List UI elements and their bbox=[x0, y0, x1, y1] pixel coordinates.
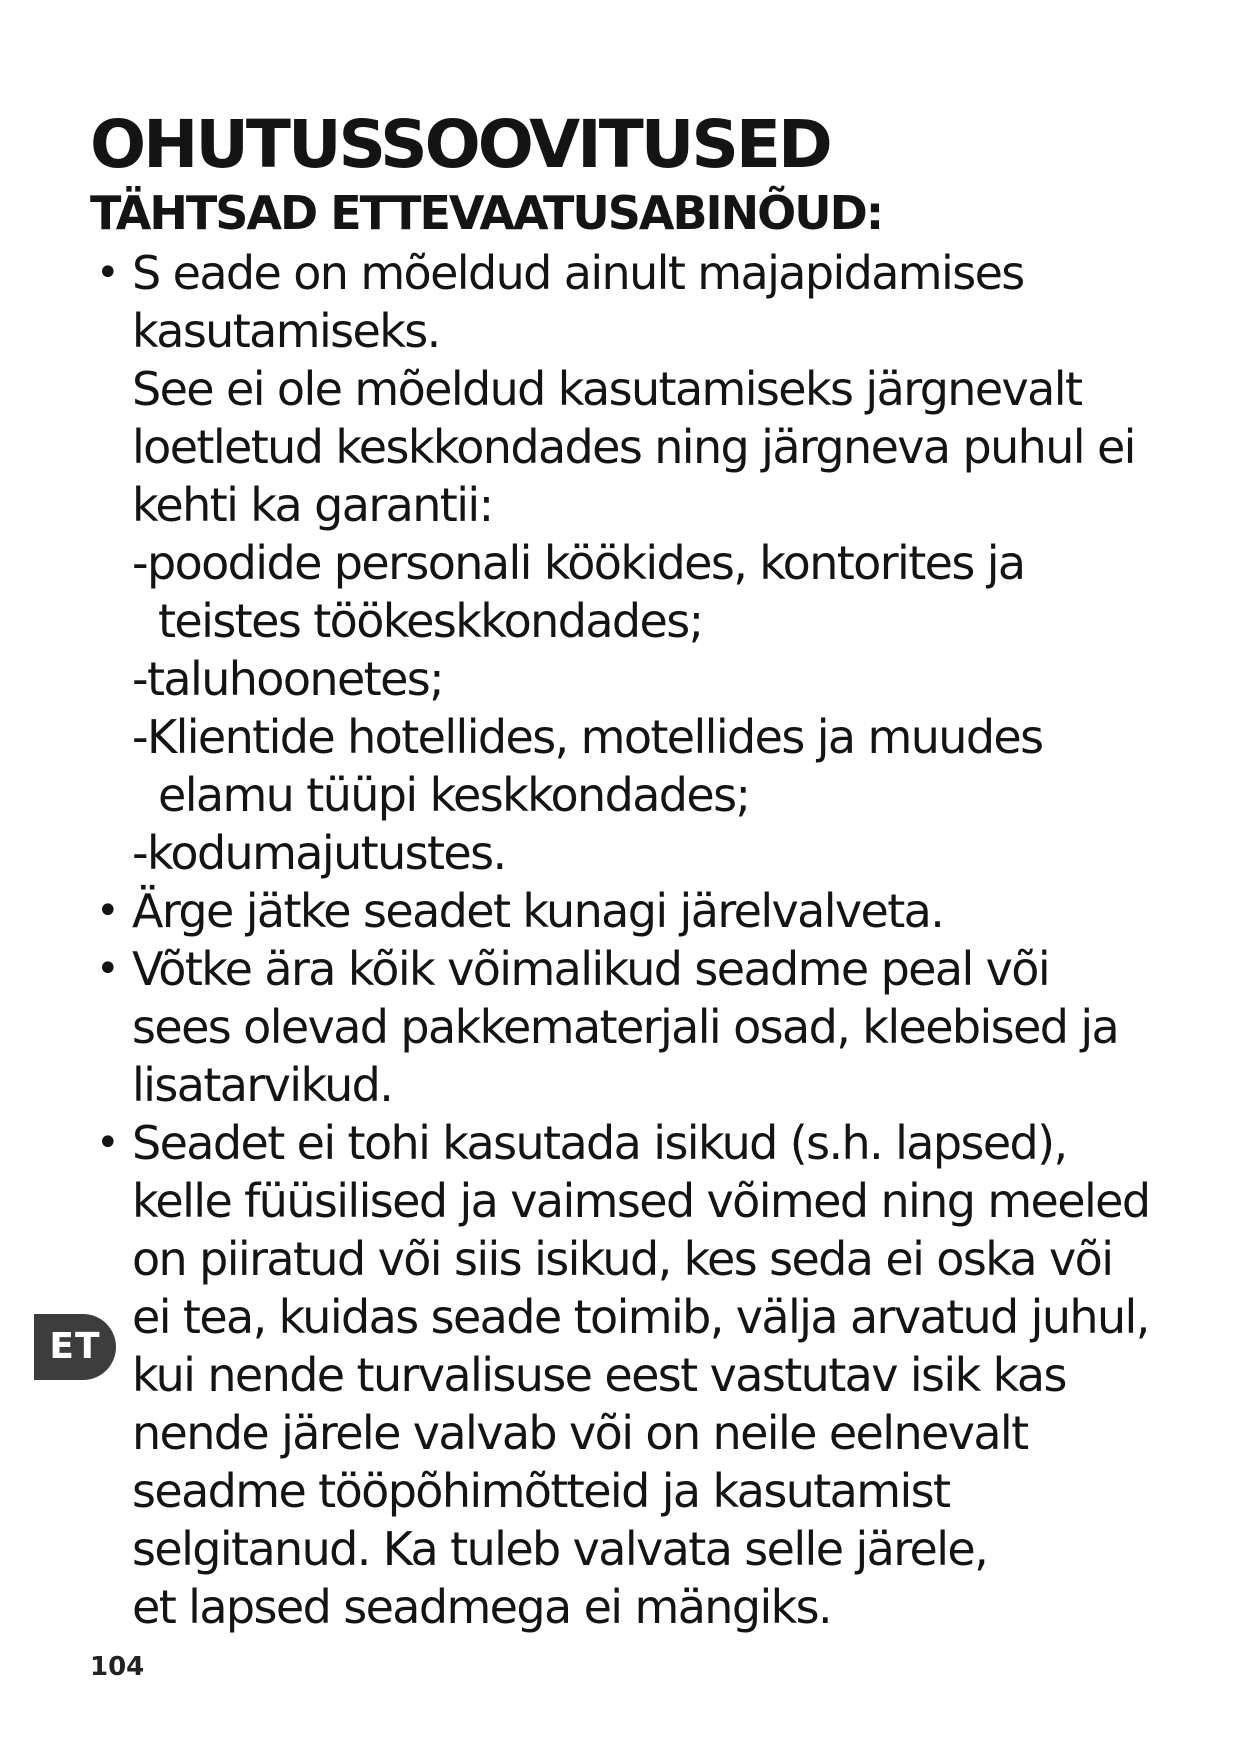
bullet-item bbox=[90, 244, 1190, 302]
list-item: -poodide personali köökides, kontorites ja bbox=[132, 536, 1025, 590]
page-number: 104 bbox=[90, 1652, 145, 1682]
list-item: -taluhoonetes; bbox=[132, 652, 444, 706]
text-line: ei tea, kuidas seade toimib, välja arvatud juhul, bbox=[132, 1290, 1149, 1344]
text-line: elamu tüüpi keskkondades; bbox=[158, 768, 750, 822]
bullet-icon: • bbox=[96, 946, 118, 992]
bullet-item bbox=[90, 940, 1190, 998]
section-subtitle: TÄHTSAD ETTEVAATUSABINÕUD: bbox=[90, 186, 883, 240]
text-line: Seadet ei tohi kasutada isikud (s.h. lapsed), bbox=[132, 1116, 1067, 1170]
bullet-item bbox=[90, 882, 1190, 940]
text-line: sees olevad pakkematerjali osad, kleebised ja bbox=[132, 1000, 1119, 1054]
page-title: OHUTUSSOOVITUSED bbox=[90, 106, 830, 183]
list-item: -kodumajutustes. bbox=[132, 826, 506, 880]
bullet-icon: • bbox=[96, 250, 118, 296]
text-line: S eade on mõeldud ainult majapidamises bbox=[132, 246, 1024, 300]
text-line: See ei ole mõeldud kasutamiseks järgnevalt bbox=[132, 362, 1082, 416]
text-line: teistes töökeskkondades; bbox=[158, 594, 703, 648]
text-line: lisatarvikud. bbox=[132, 1058, 393, 1112]
text-line: kasutamiseks. bbox=[132, 304, 440, 358]
language-tab: ET bbox=[34, 1314, 116, 1380]
text-line: loetletud keskkondades ning järgneva puhul ei bbox=[132, 420, 1135, 474]
text-line: Võtke ära kõik võimalikud seadme peal või bbox=[132, 942, 1050, 996]
text-line: on piiratud või siis isikud, kes seda ei oska või bbox=[132, 1232, 1113, 1286]
bullet-icon: • bbox=[96, 888, 118, 934]
text-line: seadme tööpõhimõtteid ja kasutamist bbox=[132, 1464, 950, 1518]
text-line: selgitanud. Ka tuleb valvata selle järele, bbox=[132, 1522, 988, 1576]
text-line: kelle füüsilised ja vaimsed võimed ning meeled bbox=[132, 1174, 1150, 1228]
text-line: Ärge jätke seadet kunagi järelvalveta. bbox=[132, 884, 944, 938]
bullet-icon: • bbox=[96, 1120, 118, 1166]
text-line: et lapsed seadmega ei mängiks. bbox=[132, 1580, 832, 1634]
text-line: nende järele valvab või on neile eelnevalt bbox=[132, 1406, 1028, 1460]
safety-instructions bbox=[90, 244, 1190, 1636]
bullet-item bbox=[90, 1114, 1190, 1172]
text-line: kui nende turvalisuse eest vastutav isik kas bbox=[132, 1348, 1066, 1402]
text-line: kehti ka garantii: bbox=[132, 478, 493, 532]
list-item: -Klientide hotellides, motellides ja muudes bbox=[132, 710, 1043, 764]
